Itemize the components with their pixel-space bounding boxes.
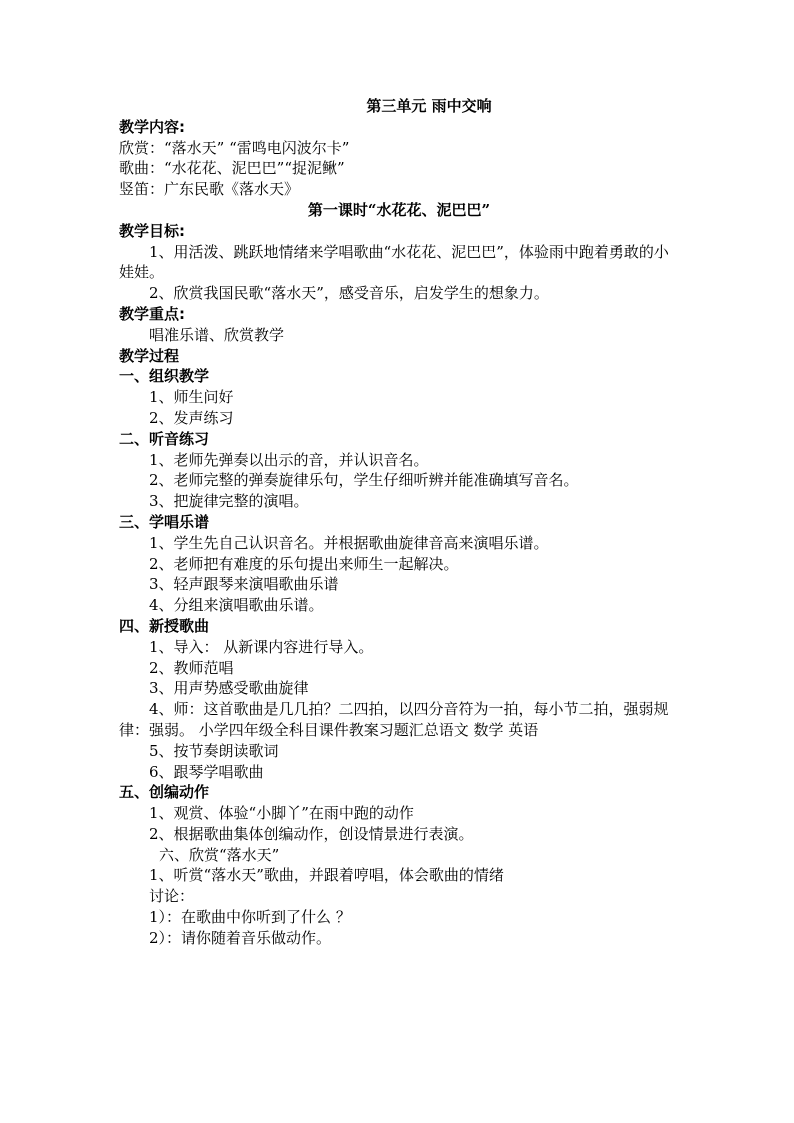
section-item: 2、发声练习 (149, 408, 234, 427)
focus-text: 唱准乐谱、欣赏教学 (149, 325, 285, 344)
section-item: 1、观赏、体验“小脚丫”在雨中跑的动作 (149, 804, 414, 823)
section-item: 2、老师完整的弹奏旋律乐句，学生仔细听辨并能准确填写音名。 (149, 471, 579, 490)
section-item: 5、按节奏朗读歌词 (149, 741, 279, 760)
section-item: 1、导入： 从新课内容进行导入。 (149, 637, 374, 656)
section-item: 3、把旋律完整的演唱。 (149, 492, 309, 511)
process-heading: 教学过程 (119, 346, 180, 365)
section-item: 6、跟琴学唱歌曲 (149, 762, 264, 781)
content-flute: 竖笛：广东民歌《落水天》 (119, 180, 300, 199)
goals-item-1: 1、用活泼、跳跃地情绪来学唱歌曲“水花花、泥巴巴”，体验雨中跑着勇敢的小娃娃。 (119, 242, 669, 282)
section-item: 1、老师先弹奏以出示的音，并认识音名。 (149, 450, 429, 469)
section-item: 2、根据歌曲集体创编动作，创设情景进行表演。 (149, 824, 474, 843)
content-songs: 歌曲：“水花花、泥巴巴”“捉泥鳅” (119, 159, 345, 178)
goals-heading: 教学目标: (119, 221, 185, 240)
unit-title: 第三单元 雨中交响 (366, 97, 492, 115)
content-appreciation: 欣赏：“落水天” “雷鸣电闪波尔卡” (119, 138, 350, 157)
content-heading: 教学内容: (119, 117, 185, 136)
lesson-title: 第一课时“水花花、泥巴巴” (307, 200, 491, 219)
goals-item-2: 2、欣赏我国民歌“落水天”，感受音乐，启发学生的想象力。 (149, 284, 549, 303)
section-item: 2、教师范唱 (149, 658, 234, 677)
section-6-question-2: 2）：请你随着音乐做动作。 (149, 928, 332, 947)
section-item: 3、用声势感受歌曲旋律 (149, 679, 309, 698)
focus-heading: 教学重点: (119, 304, 185, 323)
section-title: 五、创编动作 (119, 783, 210, 802)
section-item: 1、学生先自己认识音名。并根据歌曲旋律音高来演唱乐谱。 (149, 533, 549, 552)
section-paragraph: 4、师：这首歌曲是几几拍？二四拍，以四分音符为一拍，每小节二拍，强弱规律：强弱。 小学四年级全科目课件教案习题汇总语文 数学 英语 (119, 700, 669, 739)
section-6-question-1: 1）：在歌曲中你听到了什么 ？ (149, 908, 351, 927)
section-title: 三、学唱乐谱 (119, 512, 210, 531)
section-item: 3、轻声跟琴来演唱歌曲乐谱 (149, 575, 339, 594)
document-body (119, 96, 679, 949)
section-6-title: 六、欣赏“落水天” (159, 845, 280, 864)
section-item: 2、老师把有难度的乐句提出来师生一起解决。 (149, 554, 459, 573)
section-item: 4、分组来演唱歌曲乐谱。 (149, 596, 324, 615)
section-6-discuss: 讨论： (149, 887, 195, 906)
section-6-item-1: 1、听赏“落水天”歌曲，并跟着哼唱，体会歌曲的情绪 (149, 866, 504, 885)
section-title: 一、组织教学 (119, 367, 210, 386)
section-title: 四、新授歌曲 (119, 616, 210, 635)
section-item: 1、师生问好 (149, 388, 234, 407)
section-title: 二、听音练习 (119, 429, 210, 448)
